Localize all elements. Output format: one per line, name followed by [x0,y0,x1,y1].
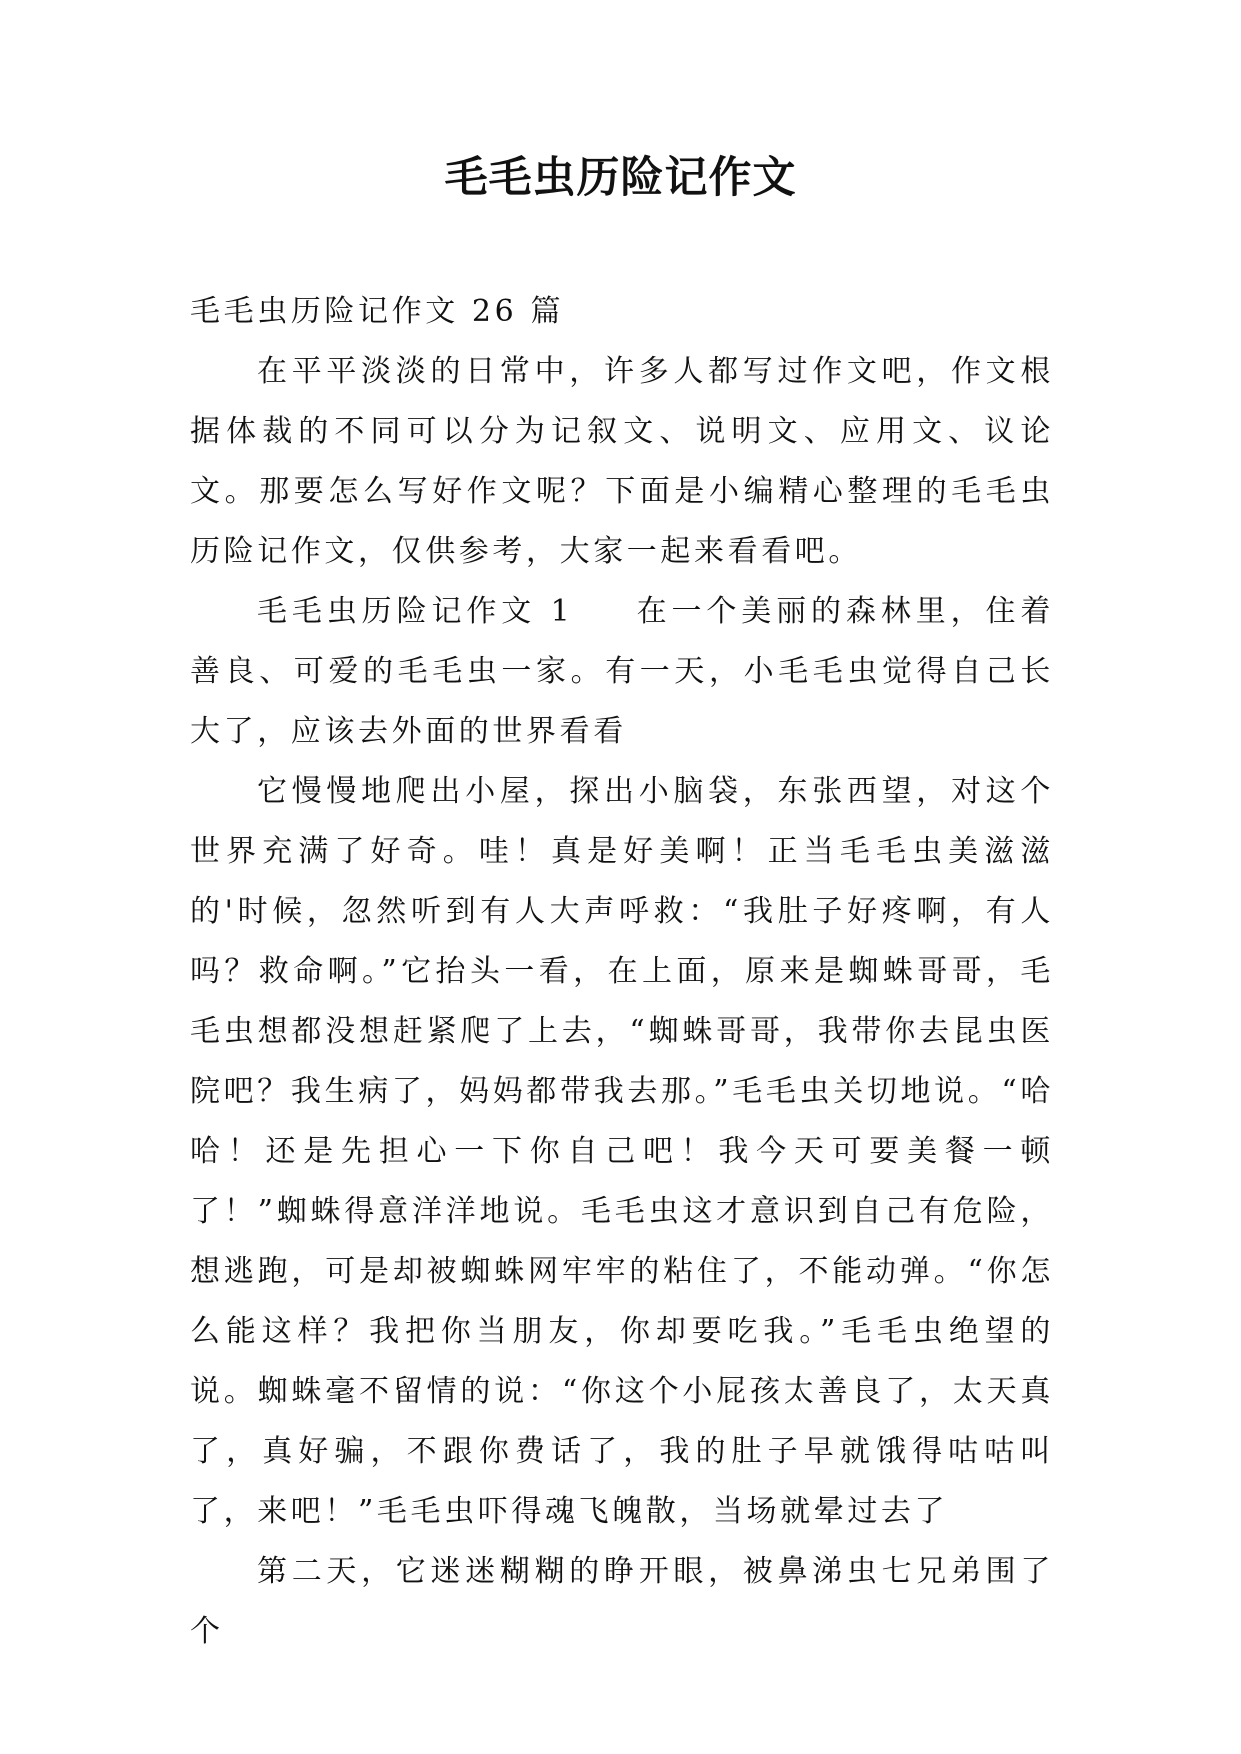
document-title: 毛毛虫历险记作文 [444,153,797,203]
section-1-text: 在一个美丽的森林里，住着善良、可爱的毛毛虫一家。有一天，小毛毛虫觉得自己长大了，应该去外面的世界看看 [190,594,1055,749]
intro-paragraph: 在平平淡淡的日常中，许多人都写过作文吧，作文根据体裁的不同可以分为记叙文、说明文、应用文、议论文。那要怎么写好作文呢？下面是小编精心整理的毛毛虫历险记作文，仅供参考，大家一起来看看吧。 [190,354,1054,569]
section-1-paragraph [190,582,1054,762]
document-body [190,282,1054,1662]
next-day-paragraph: 第二天，它迷迷糊糊的睁开眼，被鼻涕虫七兄弟围了个 [190,1554,1054,1649]
document-subtitle: 毛毛虫历险记作文 26 篇 [190,294,565,329]
section-1-heading: 毛毛虫历险记作文 1 [257,594,574,629]
story-paragraph: 它慢慢地爬出小屋，探出小脑袋，东张西望，对这个世界充满了好奇。哇！真是好美啊！正当毛毛虫美滋滋的'时候，忽然听到有人大声呼救：“我肚子好疼啊，有人吗？救命啊。”它抬头一看，在上面，原来是蜘蛛哥哥，毛毛虫想都没想赶紧爬了上去，“蜘蛛哥哥，我带你去昆虫医院吧？我生病了，妈妈都带我去那。”毛毛虫关切地说。“哈哈！还是先担心一下你自己吧！我今天可要美餐一顿了！”蜘蛛得意洋洋地说。毛毛虫这才意识到自己有危险，想逃跑，可是却被蜘蛛网牢牢的粘住了，不能动弹。“你怎么能这样？我把你当朋友，你却要吃我。”毛毛虫绝望的说。蜘蛛毫不留情的说：“你这个小屁孩太善良了，太天真了，真好骗，不跟你费话了，我的肚子早就饿得咕咕叫了，来吧！”毛毛虫吓得魂飞魄散，当场就晕过去了 [190,774,1054,1529]
